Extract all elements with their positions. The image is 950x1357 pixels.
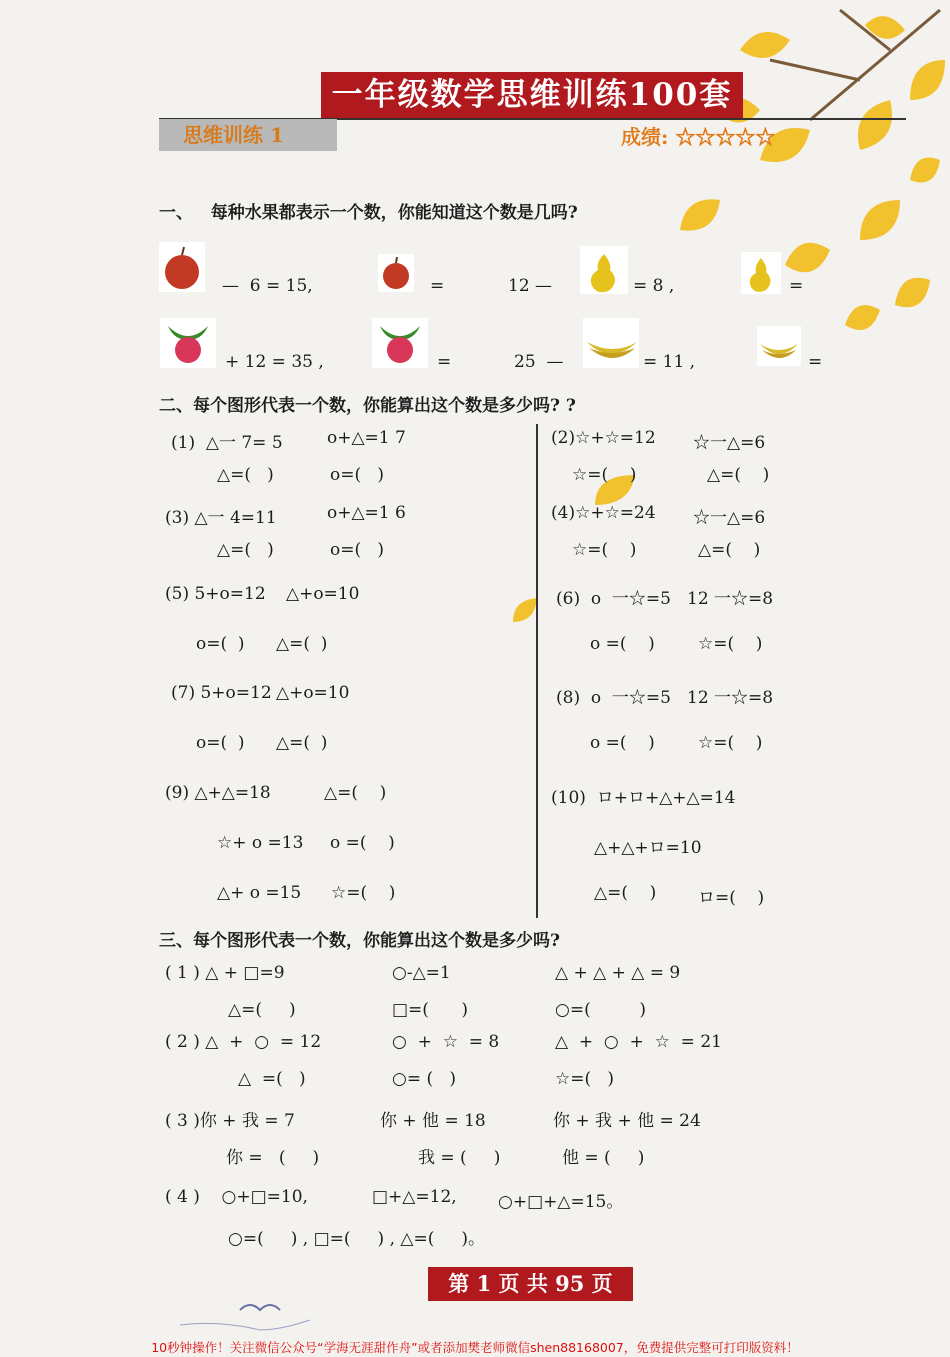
s3-line: ☆=( ) (555, 1069, 614, 1089)
s2-line: (3) △一 4=11 (165, 508, 277, 528)
s3-line: □=( ) (392, 1000, 468, 1020)
apple-icon (159, 242, 205, 292)
s3-line: □+△=12, (372, 1187, 457, 1207)
s3-line: ( 4 ) ○+□=10, (165, 1187, 308, 1207)
radish-icon (160, 318, 216, 368)
eq9-part: = 11 , (643, 352, 696, 372)
s3-line: 你 + 他 = 18 (380, 1111, 486, 1131)
eq6-part: + 12 = 35 , (225, 352, 324, 372)
s2-line: o =( ) (590, 634, 655, 654)
s2-line: (8) o 一☆=5 (556, 688, 671, 708)
score-stars: ☆☆☆☆☆ (675, 125, 776, 149)
eq5-part: = (789, 276, 804, 296)
score-label (621, 121, 775, 150)
s2-line: o=( ) (196, 733, 245, 753)
eq2-part: = (430, 276, 445, 296)
s2-line: △=( ) (217, 540, 274, 560)
s2-line: o=( ) (330, 465, 384, 485)
s2-line: 12 一☆=8 (687, 589, 774, 609)
main-title: 一年级数学思维训练100套 (321, 72, 743, 118)
s3-line: △ =( ) (238, 1069, 306, 1089)
page-number: 第 1 页 共 95 页 (428, 1267, 633, 1301)
s2-line: (7) 5+o=12 (171, 683, 272, 703)
eq3-part: 12 — (508, 276, 553, 296)
s2-line: △+o=10 (276, 683, 350, 703)
s3-line: △ + △ + △ = 9 (555, 963, 681, 983)
s2-line: o=( ) (196, 634, 245, 654)
s3-line: ○ + ☆ = 8 (392, 1032, 500, 1052)
s2-line: △=( ) (698, 540, 761, 560)
s3-line: ○+□+△=15。 (498, 1192, 624, 1212)
banana-icon (583, 318, 639, 368)
s2-line: △=( ) (276, 733, 328, 753)
s3-line: 你 = ( ) (226, 1148, 320, 1168)
s2-line: △+△+ロ=10 (594, 838, 702, 858)
s2-line: ☆=( ) (698, 733, 763, 753)
pear-icon (580, 246, 628, 294)
s3-line: ○-△=1 (392, 963, 451, 983)
s2-line: (4)☆+☆=24 (551, 503, 656, 523)
s2-line: ☆=( ) (331, 883, 396, 903)
score-text: 成绩: (621, 125, 669, 149)
s2-line: △=( ) (324, 783, 387, 803)
s2-line: (2)☆+☆=12 (551, 428, 656, 448)
s2-line: o=( ) (330, 540, 384, 560)
eq7-part: = (437, 352, 452, 372)
section2-heading: 二、每个图形代表一个数，你能算出这个数是多少吗? ? (159, 396, 576, 416)
s2-line: ☆=( ) (698, 634, 763, 654)
s3-line: ( 3 )你 + 我 = 7 (165, 1111, 295, 1131)
radish-icon (372, 318, 428, 368)
s3-line: △ + ○ + ☆ = 21 (555, 1032, 722, 1052)
eq8-part: 25 — (514, 352, 564, 372)
s2-line: △+o=10 (286, 584, 360, 604)
s3-line: △=( ) (228, 1000, 296, 1020)
training-subtitle: 思维训练 1 (159, 119, 337, 151)
promo-notice: 10秒钟操作！关注微信公众号“学海无涯甜作舟”或者添加樊老师微信shen88168007，免费提供完整可打印版资料！ (151, 1340, 799, 1355)
s2-line: △=( ) (217, 465, 274, 485)
s2-line: o =( ) (330, 833, 395, 853)
s2-line: o+△=1 7 (327, 428, 406, 448)
banana-icon (757, 326, 801, 366)
s2-line: ☆=( ) (572, 540, 637, 560)
s2-line: △=( ) (707, 465, 770, 485)
s2-line: o =( ) (590, 733, 655, 753)
section1-heading: 一、 每种水果都表示一个数，你能知道这个数是几吗? (159, 203, 578, 223)
s2-line: ☆一△=6 (693, 433, 766, 453)
apple-icon (378, 254, 414, 292)
s2-line: ☆一△=6 (693, 508, 766, 528)
eq4-part: = 8 , (633, 276, 675, 296)
s3-line: ○=( ) (555, 1000, 646, 1020)
s2-line: (10) ロ+ロ+△+△=14 (551, 788, 736, 808)
section3-heading: 三、每个图形代表一个数，你能算出这个数是多少吗? (159, 931, 560, 951)
s3-line: ( 2 ) △ + ○ = 12 (165, 1032, 322, 1052)
eq1-part: — 6 = 15, (222, 276, 313, 296)
s2-line: 12 一☆=8 (687, 688, 774, 708)
s2-line: ☆=( ) (572, 465, 637, 485)
s2-line: △=( ) (276, 634, 328, 654)
s3-line: ○= ( ) (392, 1069, 456, 1089)
s2-line: ☆+ o =13 (217, 833, 304, 853)
s2-line: (9) △+△=18 (165, 783, 271, 803)
s3-line: 他 = ( ) (562, 1148, 645, 1168)
birds-decoration (170, 1285, 340, 1335)
pear-icon (741, 252, 781, 294)
s2-line: o+△=1 6 (327, 503, 406, 523)
s2-line: (1) △一 7= 5 (171, 433, 283, 453)
eq10-part: = (808, 352, 823, 372)
s2-line: △+ o =15 (217, 883, 302, 903)
s3-line: ( 1 ) △ + □=9 (165, 963, 285, 983)
s2-line: (5) 5+o=12 (165, 584, 266, 604)
s2-line: △=( ) (594, 883, 657, 903)
s3-line: 你 + 我 + 他 = 24 (553, 1111, 701, 1131)
column-divider (536, 424, 538, 918)
s3-line: 我 = ( ) (418, 1148, 501, 1168)
s2-line: (6) o 一☆=5 (556, 589, 671, 609)
s2-line: ロ=( ) (698, 888, 765, 908)
s3-line: ○=( ) , □=( ) , △=( )。 (228, 1229, 485, 1249)
